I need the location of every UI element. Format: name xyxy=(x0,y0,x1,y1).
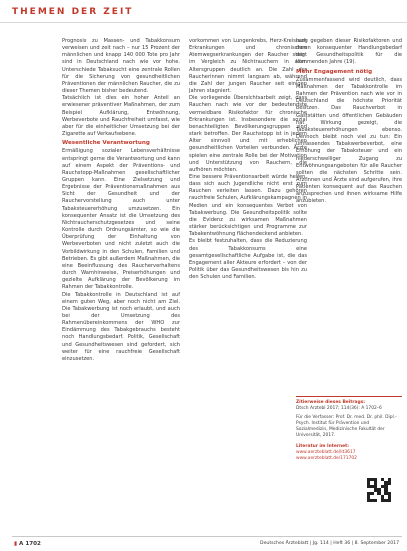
page-header xyxy=(0,0,407,25)
section-heading: Mehr Engagement nötig xyxy=(296,68,373,75)
qr-code-icon[interactable] xyxy=(367,478,391,502)
paragraph: Die vorliegende Übersichtsarbeit zeigt, dass Rauchen nach wie vor der bedeutendste vermeidbare Risikofaktor für chronische Erkrankungen ist. Insbesondere die sozial benachteiligten Bevölkerungsgruppen sind stark betroffen. Der Rauchstopp ist in jedem Alter sinnvoll und mit erheblichen gesundheitlichen Vorteilen verbunden. Ärzte spielen eine zentrale Rolle bei der Motivation und Unterstützung von Rauchern, die aufhören möchten. xyxy=(189,95,307,173)
paragraph: Die Tabakkontrolle in Deutschland ist auf einem guten Weg, aber noch nicht am Ziel. Die Tabakwerbung ist noch erlaubt, und auch bei der Umsetzung des Rahmenübereinkommens der WHO zur Eindämmung des Tabakgebrauchs besteht noch Handlungsbedarf. Politik, Gesellschaft und Gesundheitswesen sind gefordert, sich weiter für eine rauchfreie Gesellschaft einzusetzen. xyxy=(62,291,180,362)
paragraph: Prognosis zu Massen- und Tabakkonsum verweisen und zeit nach – nur 15 Prozent der männlichen und knapp 140 000 Tote pro Jahr sind in Deutschland nach wie vor hohe. Unterschiede Tabaksucht eine zentrale Rollen für die Sicherung von gesundheitlichen Präventionen der männlichen Raucher, die zu dieser Themen bisher bedeutend. xyxy=(62,38,180,95)
literature-label: Literatur im Internet: xyxy=(296,443,349,449)
qr-module xyxy=(374,499,377,502)
page-arrow-icon: ▮ xyxy=(14,541,18,547)
citation-box xyxy=(296,394,402,462)
paragraph: Ermäßigung sozialer Lebensverhältnisse entspringt gerne die Verantwortung und kann auf einem Aspekt der Präventions- und Rauchstopp-Maßnahmen gesellschaftlicher Gruppen kann. Eine Zielsetzung und Ergebnisse der Präventionsmaßnahmen aus Sicht der Gesundheit und der Rauchervorstellung auch unter Tabaksteuererhöhung umzusetzen. Ein konsequenter Ansatz ist die Umsetzung des Nichtraucherschutzgesetzes und seine Kontrolle durch Ordnungsämter, so wie die Überprüfung der Einhaltung von Werbeverboten und nicht zuletzt auch die Vorbildwirkung in den Schulen, Familien und Betrieben. Es gibt außerdem Maßnahmen, die eine Beeinflussung des Raucherverhaltens durch Warnhinweise, Preiserhöhungen und gezielte Aufklärung der Bevölkerung im Rahmen der Tabakkontrolle. xyxy=(62,148,180,291)
citation-label: Zitierweise dieses Beitrags: xyxy=(296,400,366,405)
paragraph: rung gegeben dieser Risikofaktoren und deren konsequenter Handlungsbedarf der Gesundheitspolitik für die kommenden Jahre (19). xyxy=(296,38,402,66)
paragraph: Es bleibt festzuhalten, dass die Reduzierung des Tabakkonsums eine gesamtgesellschaftliche Aufgabe ist, die das Engagement aller Akteure erfordert – von der Politik über das Gesundheitswesen bis hin zu den Schulen und Familien. xyxy=(189,238,307,281)
qr-module xyxy=(388,499,391,502)
author-info: Für die Verfasser: Prof. Dr. med. Dr. phil. Dipl.-Psych. Institut für Prävention und Sozialmedizin, Medizinische Fakultät der Universität, 2017. xyxy=(296,415,397,439)
section-heading: Wesentliche Verantwortung xyxy=(62,140,150,147)
literature-link[interactable]: www.aerzteblatt.de/lit3617 xyxy=(296,449,356,455)
footer-divider xyxy=(12,536,402,537)
journal-source: Deutsches Ärzteblatt | Jg. 114 | Heft 36 | 8. September 2017 xyxy=(260,541,399,546)
header-divider xyxy=(0,22,407,23)
citation-divider xyxy=(296,396,402,397)
qr-module xyxy=(388,481,391,484)
article-link[interactable]: www.aerzteblatt.de/171702 xyxy=(296,455,357,461)
text-column-3 xyxy=(296,38,402,206)
qr-module xyxy=(370,492,373,495)
paragraph: Tatsächlich ist dies ein hoher Anteil an erwiesener präventiver Maßnahmen, der zum Beispiel Aufklärung, Entwöhnung, Werbeverbote und Rauchfreiheit umfasst, wie aber für die einheitlicher Umsetzung bei der Zigarette auf Verkaufsebene. xyxy=(62,95,180,138)
paragraph: vorkommen von Lungenkrebs, Herz-Kreislauf-Erkrankungen und chronischen Atemwegserkrankungen der Raucher steigt im Vergleich zu Nichtrauchern in allen Altersgruppen deutlich an. Die Zahl der Raucherinnen nimmt langsam ab, während die Zahl der jungen Raucher seit einigen Jahren stagniert. xyxy=(189,38,307,95)
paragraph: Zusammenfassend wird deutlich, dass Maßnahmen der Tabakkontrolle im Rahmen der Prävention nach wie vor in Deutschland die höchste Priorität besitzen. Das Rauchverbot in Gaststätten und öffentlichen Gebäuden hat Wirkung gezeigt, die Tabaksteuererhöhungen ebenso. Dennoch bleibt noch viel zu tun: Ein umfassendes Tabakwerbeverbot, eine Erhöhung der Tabaksteuer und ein niederschwelliger Zugang zu Entwöhnungsangeboten für alle Raucher sollten die nächsten Schritte sein. Ärztinnen und Ärzte sind aufgerufen, ihre Patienten konsequent auf das Rauchen anzusprechen und ihnen wirksame Hilfe anzubieten. xyxy=(296,76,402,205)
section-title: THEMEN DER ZEIT xyxy=(12,7,134,17)
paragraph: Eine bessere Präventionsarbeit würde helfen, dass sich auch Jugendliche nicht erst zum Rauchen verleiten lassen. Dazu gehören rauchfreie Schulen, Aufklärungskampagnen in Medien und ein konsequentes Verbot von Tabakwerbung. Die Gesundheitspolitik sollte die Evidenz zu wirksamen Maßnahmen stärker berücksichtigen und Programme zur Tabakentwöhnung flächendeckend anbieten. xyxy=(189,173,307,238)
page-number-text: A 1702 xyxy=(19,541,41,547)
page-number xyxy=(14,541,41,547)
text-column-2 xyxy=(189,38,307,281)
text-column-1 xyxy=(62,38,180,363)
citation-text: Dtsch Arztebl 2017; 114(36): A 1702–6 xyxy=(296,406,382,412)
